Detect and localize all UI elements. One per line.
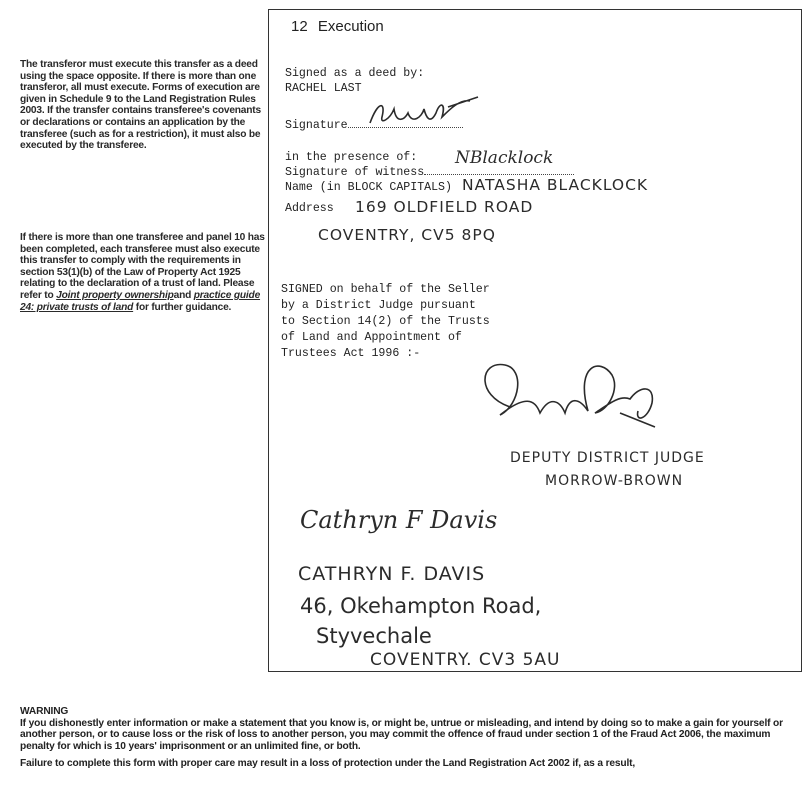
witness-address-line1: 169 OLDFIELD ROAD <box>355 198 534 216</box>
judge-signature <box>470 355 700 435</box>
witness-name: NATASHA BLACKLOCK <box>462 176 649 194</box>
guidance-note-text: If there is more than one transferee and panel 10 has been completed, each transferee must also execute this transfer to comply with the requirements in section 53(1)(b) of the Law of Property Act 1925 relating to the declaration of a trust of land. Please refer to <box>20 232 265 301</box>
seller-text-line2: by a District Judge pursuant <box>281 299 476 312</box>
practice-guide-24-link[interactable]: practice guide 24: private trusts of land <box>20 289 261 313</box>
panel-title <box>291 18 384 35</box>
seller-text-line4: of Land and Appointment of <box>281 331 462 344</box>
witness-signature: NBlacklock <box>455 148 554 168</box>
fraud-warning <box>20 706 790 770</box>
warning-heading: WARNING <box>20 706 69 717</box>
panel-heading: Execution <box>317 18 384 35</box>
warning-body: If you dishonestly enter information or make a statement that you know is, or might be, untrue or misleading, and intend by doing so to make a gain for yourself or another person, or to cause loss or the risk of loss to another person, you may commit the offence of fraud under section 1 of the Fraud Act 2006, the maximum penalty for which is 10 years' imprisonment or an unlimited fine, or both. <box>20 717 783 752</box>
cathryn-signature: Cathryn F Davis <box>300 506 498 534</box>
judge-name: MORROW-BROWN <box>545 473 684 489</box>
seller-text-line1: SIGNED on behalf of the Seller <box>281 283 490 296</box>
witness-address-line2: COVENTRY, CV5 8PQ <box>318 226 496 244</box>
signature-label: Signature <box>285 119 463 133</box>
cathryn-address-line2: Styvechale <box>316 624 432 648</box>
cathryn-address-line3: COVENTRY. CV3 5AU <box>370 650 561 670</box>
panel-number: 12 <box>291 18 308 35</box>
witness-name-label: Name (in BLOCK CAPITALS) <box>285 181 452 194</box>
guidance-note-transferees <box>20 232 265 313</box>
guidance-note-end: for further guidance. <box>133 301 232 313</box>
signer-signature <box>360 95 490 135</box>
signed-as-deed-label: Signed as a deed by: <box>285 67 425 80</box>
joint-property-ownership-link[interactable]: Joint property ownership <box>56 289 174 301</box>
seller-text-line5: Trustees Act 1996 :- <box>281 347 421 360</box>
seller-text-line3: to Section 14(2) of the Trusts <box>281 315 490 328</box>
guidance-note-mid: and <box>173 289 194 301</box>
cathryn-name: CATHRYN F. DAVIS <box>298 563 486 585</box>
warning-failure-text: Failure to complete this form with proper care may result in a loss of protection under the Land Registration Act 2002 if, as a result, <box>20 758 636 769</box>
witness-signature-label: Signature of witness <box>285 166 574 180</box>
judge-title: DEPUTY DISTRICT JUDGE <box>510 450 705 466</box>
presence-label: in the presence of: <box>285 151 418 164</box>
cathryn-address-line1: 46, Okehampton Road, <box>300 594 542 618</box>
signer-name: RACHEL LAST <box>285 82 362 95</box>
witness-address-label: Address <box>285 202 334 215</box>
guidance-note-execution: The transferor must execute this transfer as a deed using the space opposite. If there is more than one transferor, all must execute. Forms of execution are given in Schedule 9 to the Land Registration Rules 2003. If the transfer contains transferee's covenants or declarations or contains an application by the transferee (such as for a restriction), it must also be executed by the transferee. <box>20 59 261 152</box>
